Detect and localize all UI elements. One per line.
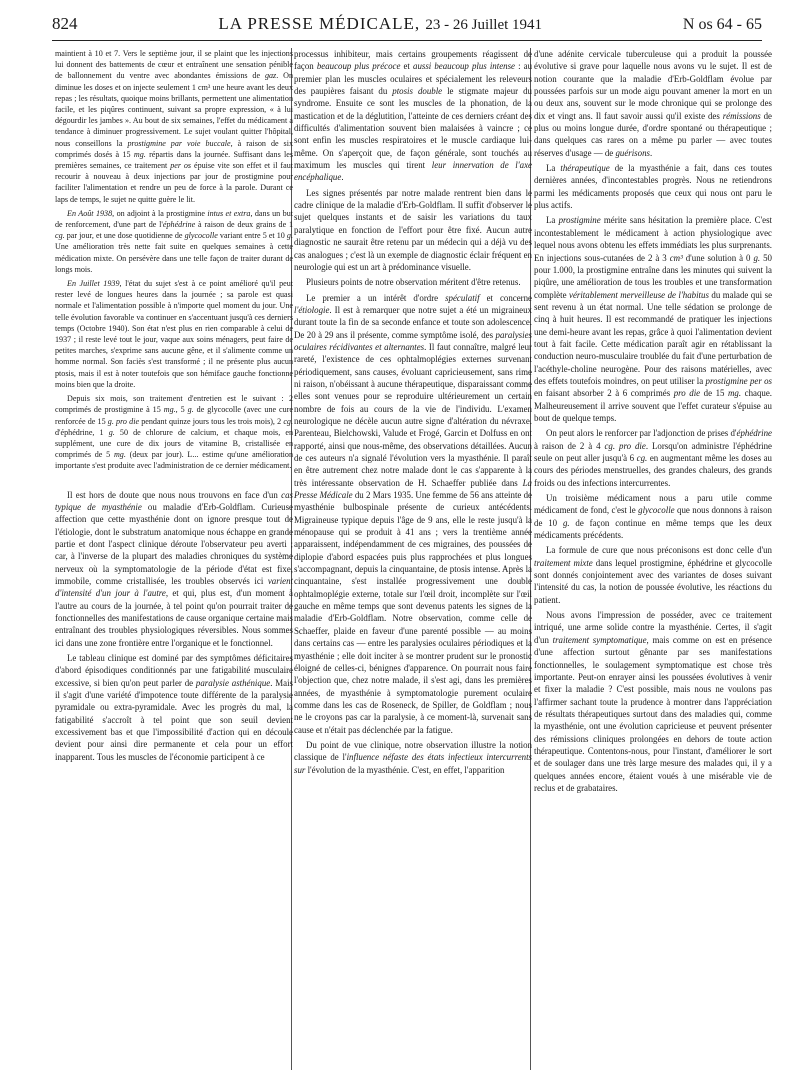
article-paragraph: Nous avons l'impression de posséder, avec ce traitement intriqué, une arme solide contre la myasthénie. Certes, il s'agit d'un traitement symptomatique, mais comme on est en présence d'une affection surtout gênante par ses manifestations fonctionnelles, le soulagement symptomatique est chose très importante. Peut-on enrayer ainsi les poussées évolutives à venir et fixer la maladie ? C'est possible, mais nous ne voulons pas l'affirmer sachant toute la prudence à montrer dans l'appréciation de résultats thérapeutiques surtout dans des maladies qui, comme la myasthénie, ont une évolution capricieuse et peuvent présenter des rémissions cliniques prolongées en dehors de toute action thérapeutique. Contentons-nous, pour l'instant, d'améliorer le sort et de soulager dans une très large mesure des malades qui, il y a quelques années encore, étaient voués à une misérable vie de reclus et de grabataires. [534,610,772,793]
page-header [52,14,762,40]
journal-name: LA PRESSE MÉDICALE, [218,14,421,33]
article-paragraph: Il est hors de doute que nous nous trouvons en face d'un cas typique de myasthénie ou maladie d'Erb-Goldflam. Curieuse affection que cette myasthénie dont on ignore presque tout de l'étiologie, dont le substratum anatomique nous échappe en grande partie et dont l'aspect clinique déroute l'observateur peu averti ; car, à l'inverse de la plupart des maladies chroniques du système nerveux où la symptomatologie de la période d'état est fixe, immobile, comme cristallisée, les troubles observés ici varient d'intensité d'un jour à l'autre, et qui, plus est, d'un moment à l'autre au cours de la journée, à tel point qu'on pourrait traiter de fonctionnelles des manifestations de cause organique certaine mais entraînant des troubles physiologiques réversibles. Nous sommes ici dans une zone frontière entre l'organique et le fonctionnel. [55,489,293,648]
page-number: 824 [52,14,78,33]
header-rule [52,40,762,41]
article-paragraph: En Juillet 1939, l'état du sujet s'est à ce point amélioré qu'il peut rester levé de longues heures dans la journée ; sa parole est quasi normale et l'alimentation possible à n'importe quel moment du jour. Une telle évolution favorable va continuer en s'accentuant jusqu'à ces derniers temps (Octobre 1940). Son état n'est plus en rien comparable à celui de 1937 ; il reste levé tout le jour, vaque aux soins ménagers, peut faire de petites marches, s'exprime sans aucune gêne, et il s'alimente comme un homme normal. Son faciès s'est transformé ; il ne présente plus aucun ptosis, mais il est à noter toutefois que son hémiface gauche fonctionne moins bien que la droite. [55,279,293,389]
article-paragraph: Le premier a un intérêt d'ordre spéculatif et concerne l'étiologie. Il est à remarquer que notre sujet a été un migraineux durant toute la fin de sa seconde enfance et toute son adolescence. De 20 à 29 ans il présente, comme symptôme isolé, des paralysies oculaires récidivantes et alternantes. Il faut connaître, malgré leur rareté, l'existence de ces ophtalmoplégies externes survenant périodiquement, sans causes, évoluant capricieusement, sans rime ni raison, n'obéissant à aucune thérapeutique, disparaissant comme elles sont venues pour se reproduire ultérieurement un certain nombre de fois au cours de la vie de l'individu. L'examen neurologique ne décèle aucun autre signe d'altération du névraxe. Parenteau, Bielchowski, Valude et Frogé, Garcin et Dolfuss en ont rapporté, ainsi que nous-même, des observations détaillées. Aucun de ces auteurs n'a signalé l'évolution vers la myasthénie. Il paraît en être autrement chez notre malade dont le cas s'apparente à la très intéressante observation de H. Schaeffer publiée dans La Presse Médicale du 2 Mars 1935. Une femme de 56 ans atteinte de myasthénie bulbospinale présente de curieux antécédents. Migraineuse typique depuis l'âge de 9 ans, elle le reste jusqu'à la ménopause qui se produit à 41 ans ; vers la trentième année apparaissent, indépendamment de ces migraines, des poussées de diplopie d'abord espacées puis plus rapprochées et plus longues s'accompagnant, depuis la cinquantaine, de ptosis intense. Après la cinquantaine, s'est installée progressivement une double ophtalmoplégie externe, totale sur l'œil droit, incomplète sur l'œil gauche en même temps que sont devenus patents les signes de la maladie d'Erb-Goldflam. Notre observation, comme celle de Schaeffer, plaide en faveur d'une parenté possible — au moins dans certains cas — entre les paralysies oculaires périodiques et la myasthénie ; elle doit inciter à se montrer prudent sur le pronostic éloigné de celles-ci, bénignes d'apparence. On pourrait nous faire l'objection que, chez notre malade, il s'est agi, dans les premières années, de myasthénie à symptomatologie purement oculaire comme dans les cas de Roseneck, de Spiller, de Goldflam ; nous ne le croyons pas car la paralysie, à ce moment-là, survenait sans cause et n'était pas déclenchée par la fatigue. [294,292,532,735]
article-paragraph: d'une adénite cervicale tuberculeuse qui a produit la poussée évolutive si grave pour laquelle nous avons vu le sujet. Il est de notion courante que la maladie d'Erb-Goldflam évolue par poussées parfois sur un mode aigu pouvant amener la mort en un ou deux ans, souvent sur le mode chronique qui se prolonge des dix et vingt ans. Il faut savoir aussi qu'il existe des rémissions de plus ou moins longue durée, d'ordre spontané ou thérapeutique ; dans quelques cas rares on a même pu parler — avec toutes réserves d'usage — de guérisons. [534,49,772,158]
journal-title [218,14,542,34]
issue-number: N os 64 - 65 [682,16,762,33]
article-paragraph: La thérapeutique de la myasthénie a fait, dans ces toutes dernières années, d'incontestables progrès. Nous ne retiendrons parmi les médicaments proposés que ceux qui nous ont paru le plus actifs. [534,163,772,211]
article-paragraph: Plusieurs points de notre observation méritent d'être retenus. [306,277,521,288]
article-paragraph: On peut alors le renforcer par l'adjonction de prises d'éphédrine à raison de 2 à 4 cg. pro die. Lorsqu'on administre l'éphédrine seule on peut aller jusqu'à 6 cg. en augmentant même les doses au cours des périodes menstruelles, des grandes chaleurs, des grands froids ou des infections intercurrentes. [534,428,772,488]
text-column-1 [55,48,293,1068]
article-paragraph: maintient à 10 et 7. Vers le septième jour, il se plaint que les injections lui donnent des battements de cœur et entraînent une sensation pénible de ballonnement du ventre avec abondantes émissions de gaz. On diminue les doses et on injecte seulement 1 cm³ une heure avant les deux repas ; les résultats, quoique moins brillants, permettent une alimentation facile, et les piqûres continuent, suivant sa propre expression, « à lui dégourdir les jambes ». Au bout de six semaines, l'effet du médicament a tendance à diminuer progressivement. Le sujet voulant quitter l'hôpital, nous conseillons la prostigmine par voie buccale, à raison de six comprimés dosés à 15 mg. répartis dans la journée. Suffisant dans les premières semaines, ce traitement per os épuise vite son effet et il faut recourir à nouveau à deux injections par jour de prostigmine pour faciliter l'alimentation et rendre un peu de force à la parole. Durant ce laps de temps, le sujet ne quitte guère le lit. [55,49,293,204]
article-paragraph: processus inhibiteur, mais certains groupements réagissent de façon beaucoup plus précoce et aussi beaucoup plus intense : au premier plan les muscles oculaires et spécialement les releveurs des paupières faisant du ptosis double le stigmate majeur du syndrome. Ensuite ce sont les muscles de la phonation, de la mastication et de la déglutition, l'atteinte de ces derniers créant des difficultés d'alimentation souvent bien malaisées à vaincre ; ce sont enfin les muscles respiratoires et le muscle cardiaque lui-même. On s'aperçoit que, de façon générale, sont touchés au maximum les muscles qui tirent leur innervation de l'axe encéphalique. [294,49,532,183]
section-gap [55,475,293,489]
article-paragraph: Du point de vue clinique, notre observation illustre la notion classique de l'influence néfaste des états infectieux intercurrents sur l'évolution de la myasthénie. C'est, en effet, l'apparition [294,739,532,775]
text-column-2 [294,48,532,1068]
article-paragraph: La formule de cure que nous préconisons est donc celle d'un traitement mixte dans lequel prostigmine, éphédrine et glycocolle sont donnés conjointement avec des variantes de doses suivant l'intensité du cas, la notion de poussée évolutive, les réactions du patient. [534,545,772,605]
issue-date: 23 - 26 Juillet 1941 [425,17,543,33]
article-paragraph: Depuis six mois, son traitement d'entretien est le suivant : 2 comprimés de prostigmine à 15 mg., 5 g. de glycocolle (avec une cure renforcée de 15 g. pro die pendant quinze jours tous les trois mois), 2 cg. d'éphédrine, 1 g. 50 de chlorure de calcium, et chaque mois, en supplément, une cure de dix jours de vitamine B, cristallisée en comprimés de 5 mg. (deux par jour). L... estime qu'une amélioration importante s'est produite avec l'administration de ce dernier médicament. [55,394,293,471]
article-paragraph: La prostigmine mérite sans hésitation la première place. C'est incontestablement le médicament à action physiologique avec lequel nous avons obtenu les effets immédiats les plus surprenants. En injections sous-cutanées de 2 à 3 cm³ d'une solution à 0 g. 50 pour 1.000, la prostigmine entraîne dans les minutes qui suivent la piqûre, une amélioration de tous les troubles et une transformation complète véritablement merveilleuse de l'habitus du malade qui se sent revenu à un état normal. Une telle sédation se prolonge de cinq à huit heures. Il est recommandé de pratiquer les injections une demi-heure avant les repas, grâce à quoi l'alimentation devient tout à fait facile. Cette médication paraît agir en rétablissant la conduction neuro-musculaire troublée du fait d'une perturbation de l'acéthyle-choline neurogène. Pour des raisons matérielles, avec des effets toutefois moindres, on peut utiliser la prostigmine per os en faisant absorber 2 à 6 comprimés pro die de 15 mg. chaque. Malheureusement il arrive souvent que l'effet curateur s'épuise au bout de quelque temps. [534,215,772,423]
article-paragraph: En Août 1938, on adjoint à la prostigmine intus et extra, dans un but de renforcement, d'une part de l'éphédrine à raison de deux grains de 1 cg. par jour, et une dose quotidienne de glycocolle variant entre 5 et 10 g. Une amélioration très nette fait suite en quelques semaines à cette médication mixte. On persévère dans une telle façon de traiter durant de longs mois. [55,208,293,274]
article-paragraph: Un troisième médicament nous a paru utile comme médicament de fond, c'est le glycocolle que nous donnons à raison de 10 g. de façon continue en même temps que les deux médicaments précédents. [534,493,772,541]
article-paragraph: Les signes présentés par notre malade rentrent bien dans le cadre clinique de la maladie d'Erb-Goldflam. Il suffit d'observer le sujet quelques instants et de saisir les variations du taux paralytique en fonction de l'effort pour être fixé. Aucun autre diagnostic ne saurait être retenu par un médecin qui a déjà vu des cas analogues ; c'est là un exemple de diagnostic éclair fréquent en neurologie qui est un art à prédominance visuelle. [294,187,532,272]
article-paragraph: Le tableau clinique est dominé par des symptômes déficitaires d'abord épisodiques conditionnés par une fatigabilité musculaire excessive, si bien qu'on peut parler de paralysie asthénique. Mais il s'agit d'une variété d'impotence toute différente de la paralysie pyramidale ou extra-pyramidale. Avec les progrès du mal, la fatigabilité s'accroît à tel point que son seuil devient excessivement bas et que l'impossibilité d'action qui en découle devient pour ainsi dire permanente et cela pour un effort inapparent. Tous les muscles de l'économie participent à ce [55,652,293,762]
text-column-3 [534,48,772,1068]
